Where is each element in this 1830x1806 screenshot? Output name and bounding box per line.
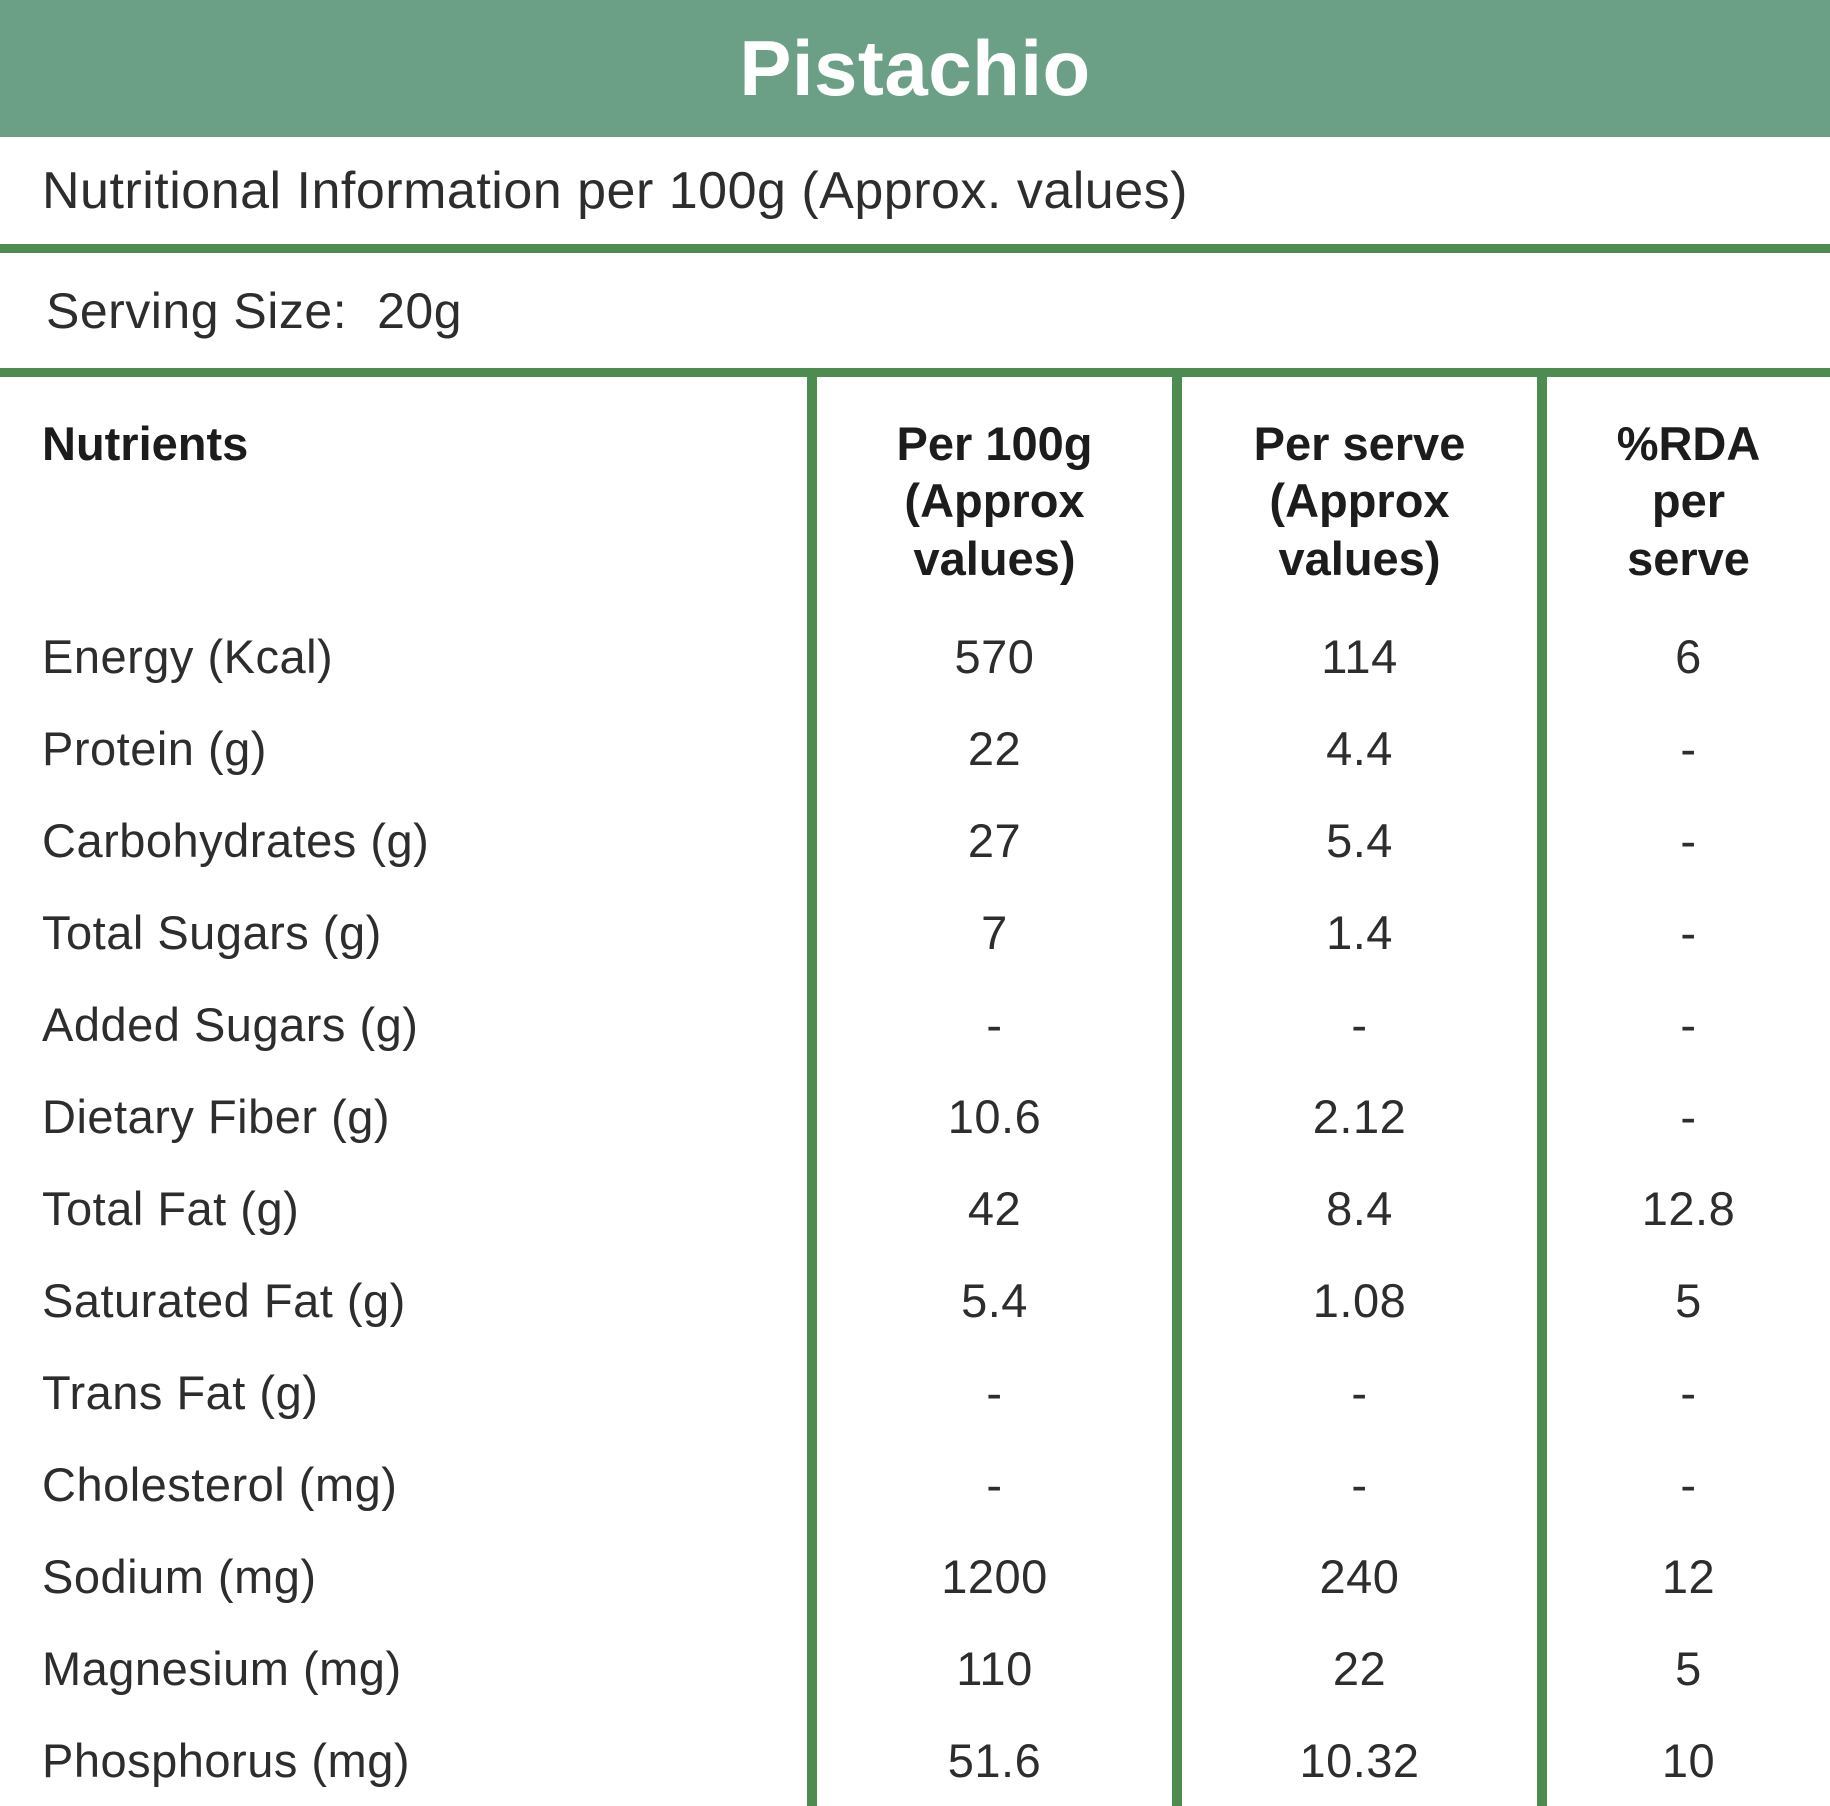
row-label-cell	[0, 1530, 807, 1622]
per-serve-cell	[1182, 1530, 1537, 1622]
header-per-serve-line1: Per serve	[1253, 417, 1466, 470]
per-serve-value: -	[1351, 998, 1368, 1052]
rda-value: -	[1680, 814, 1697, 868]
nutrients-table	[0, 377, 1830, 1806]
per-serve-value: 114	[1321, 630, 1398, 684]
per-100g-value: -	[986, 1457, 1003, 1511]
header-nutrients	[0, 377, 807, 611]
per-serve-value: 10.32	[1299, 1733, 1420, 1787]
per-100g-cell	[817, 611, 1172, 703]
per-serve-cell	[1182, 979, 1537, 1071]
header-per-serve-line2: (Approx	[1269, 474, 1450, 528]
per-serve-value: 5.4	[1326, 814, 1393, 868]
per-100g-cell	[817, 1438, 1172, 1530]
per-100g-value: 22	[967, 722, 1022, 776]
nutrient-name: Phosphorus (mg)	[42, 1733, 410, 1787]
per-serve-cell	[1182, 611, 1537, 703]
rda-cell	[1547, 1622, 1830, 1714]
header-rda-line3: serve	[1627, 531, 1750, 585]
per-100g-value: 27	[967, 814, 1022, 868]
per-100g-value: -	[986, 998, 1003, 1052]
rda-cell	[1547, 1346, 1830, 1438]
per-100g-value: 110	[956, 1641, 1033, 1695]
row-label-cell	[0, 703, 807, 795]
nutrient-name: Sodium (mg)	[42, 1549, 317, 1603]
nutrient-name: Trans Fat (g)	[42, 1365, 319, 1419]
header-nutrients-text: Nutrients	[42, 417, 249, 470]
rda-cell	[1547, 1714, 1830, 1806]
per-serve-cell	[1182, 1346, 1537, 1438]
title-bar	[0, 0, 1830, 137]
per-100g-cell	[817, 1163, 1172, 1255]
per-serve-value: -	[1351, 1365, 1368, 1419]
rda-cell	[1547, 887, 1830, 979]
row-label-cell	[0, 1163, 807, 1255]
product-title: Pistachio	[739, 24, 1091, 112]
row-label-cell	[0, 1714, 807, 1806]
rda-cell	[1547, 1438, 1830, 1530]
per-serve-value: 1.4	[1326, 906, 1393, 960]
header-rda-per-serve	[1547, 377, 1830, 611]
row-label-cell	[0, 611, 807, 703]
column-nutrients	[0, 377, 807, 1806]
header-per-100g-line3: values)	[913, 531, 1076, 585]
row-label-cell	[0, 1071, 807, 1163]
nutrient-name: Dietary Fiber (g)	[42, 1090, 391, 1144]
rda-value: -	[1680, 1365, 1697, 1419]
rda-cell	[1547, 1530, 1830, 1622]
per-100g-value: 10.6	[947, 1090, 1042, 1144]
per-100g-value: 570	[954, 630, 1035, 684]
column-per-serve	[1172, 377, 1537, 1806]
per-100g-cell	[817, 1254, 1172, 1346]
per-100g-cell	[817, 979, 1172, 1071]
per-serve-cell	[1182, 1714, 1537, 1806]
header-rda-line1: %RDA	[1616, 417, 1761, 470]
per-100g-value: 1200	[941, 1549, 1048, 1603]
per-serve-cell	[1182, 1163, 1537, 1255]
per-serve-value: -	[1351, 1457, 1368, 1511]
per-serve-value: 2.12	[1312, 1090, 1407, 1144]
per-100g-cell	[817, 1622, 1172, 1714]
per-serve-cell	[1182, 1071, 1537, 1163]
per-100g-cell	[817, 1530, 1172, 1622]
rda-value: -	[1680, 1457, 1697, 1511]
rda-value: 5	[1675, 1273, 1702, 1327]
per-serve-value: 22	[1332, 1641, 1387, 1695]
rda-cell	[1547, 1163, 1830, 1255]
row-label-cell	[0, 1346, 807, 1438]
rda-value: 10	[1661, 1733, 1716, 1787]
column-rda-per-serve	[1537, 377, 1830, 1806]
header-per-100g-line2: (Approx	[904, 474, 1085, 528]
per-100g-cell	[817, 1714, 1172, 1806]
nutrient-name: Total Fat (g)	[42, 1181, 300, 1235]
per-serve-cell	[1182, 1622, 1537, 1714]
rda-cell	[1547, 703, 1830, 795]
nutrient-name: Protein (g)	[42, 722, 267, 776]
per-serve-cell	[1182, 887, 1537, 979]
column-per-100g	[807, 377, 1172, 1806]
per-100g-cell	[817, 1346, 1172, 1438]
row-label-cell	[0, 1438, 807, 1530]
rda-value: -	[1680, 722, 1697, 776]
row-label-cell	[0, 1254, 807, 1346]
rda-value: 6	[1675, 630, 1702, 684]
per-serve-cell	[1182, 1254, 1537, 1346]
per-100g-cell	[817, 887, 1172, 979]
serving-size-label: Serving Size:	[46, 282, 348, 339]
rda-cell	[1547, 1071, 1830, 1163]
per-100g-value: 42	[967, 1181, 1022, 1235]
header-per-serve	[1182, 377, 1537, 611]
divider-table-top	[0, 368, 1830, 377]
row-label-cell	[0, 979, 807, 1071]
nutrient-name: Added Sugars (g)	[42, 998, 419, 1052]
rda-value: 5	[1675, 1641, 1702, 1695]
rda-value: 12	[1661, 1549, 1716, 1603]
serving-size-value: 20g	[377, 282, 463, 339]
header-per-100g-line1: Per 100g	[896, 417, 1093, 470]
per-100g-cell	[817, 795, 1172, 887]
per-100g-cell	[817, 703, 1172, 795]
per-100g-value: 5.4	[961, 1273, 1028, 1327]
rda-value: -	[1680, 906, 1697, 960]
row-label-cell	[0, 887, 807, 979]
per-100g-cell	[817, 1071, 1172, 1163]
header-per-100g	[817, 377, 1172, 611]
serving-size-row	[0, 253, 1830, 368]
per-serve-value: 1.08	[1312, 1273, 1407, 1327]
rda-value: -	[1680, 1090, 1697, 1144]
per-100g-value: 7	[981, 906, 1008, 960]
per-serve-cell	[1182, 703, 1537, 795]
divider-top	[0, 244, 1830, 253]
per-serve-value: 240	[1319, 1549, 1400, 1603]
row-label-cell	[0, 795, 807, 887]
nutrient-name: Carbohydrates (g)	[42, 814, 430, 868]
rda-value: 12.8	[1641, 1181, 1736, 1235]
nutrient-name: Total Sugars (g)	[42, 906, 382, 960]
nutritional-info-text: Nutritional Information per 100g (Approx. values)	[42, 161, 1188, 220]
nutrient-name: Cholesterol (mg)	[42, 1457, 398, 1511]
nutritional-info-row	[0, 137, 1830, 244]
per-100g-value: -	[986, 1365, 1003, 1419]
per-serve-cell	[1182, 1438, 1537, 1530]
rda-value: -	[1680, 998, 1697, 1052]
rda-cell	[1547, 611, 1830, 703]
nutrient-name: Magnesium (mg)	[42, 1641, 402, 1695]
per-serve-cell	[1182, 795, 1537, 887]
header-rda-line2: per	[1651, 474, 1726, 528]
nutrient-name: Saturated Fat (g)	[42, 1273, 406, 1327]
per-serve-value: 8.4	[1326, 1181, 1393, 1235]
rda-cell	[1547, 1254, 1830, 1346]
per-100g-value: 51.6	[947, 1733, 1042, 1787]
header-per-serve-line3: values)	[1278, 531, 1441, 585]
rda-cell	[1547, 979, 1830, 1071]
rda-cell	[1547, 795, 1830, 887]
row-label-cell	[0, 1622, 807, 1714]
per-serve-value: 4.4	[1326, 722, 1393, 776]
nutrient-name: Energy (Kcal)	[42, 630, 334, 684]
